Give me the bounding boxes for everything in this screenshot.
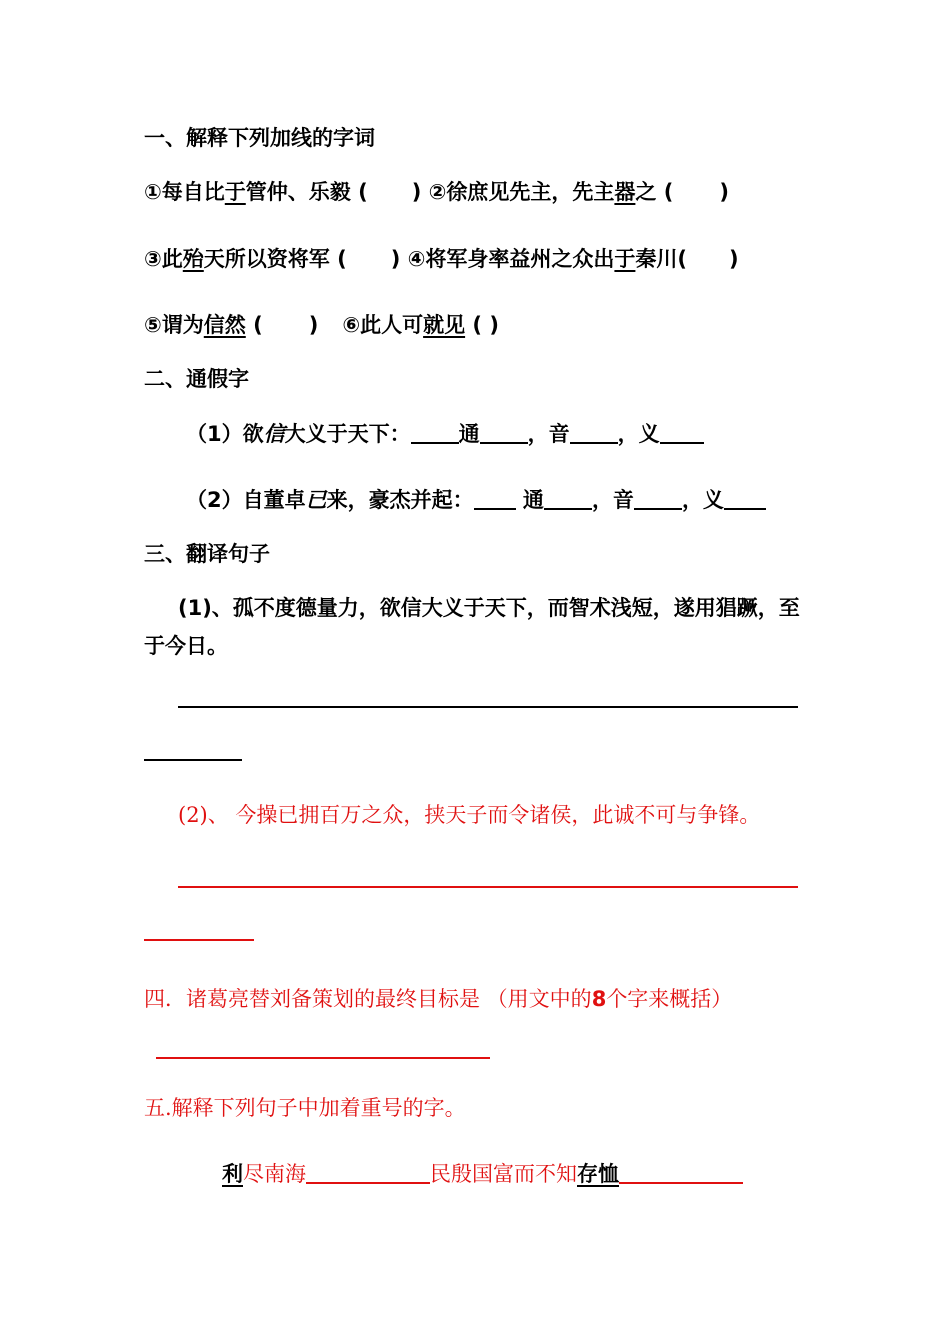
s4-answer-line[interactable]	[156, 1057, 490, 1059]
s2-line-1	[186, 420, 704, 448]
section-1-heading: 一、解释下列加线的字词	[144, 126, 375, 150]
item-2-underlined-word: 器	[614, 180, 636, 204]
s2-l2-blank-3[interactable]	[634, 488, 682, 510]
s2-l2-blank-1[interactable]	[474, 488, 516, 510]
s2-l2-blank-4[interactable]	[724, 488, 766, 510]
item-2-close: )	[719, 180, 729, 204]
s5-b-prefix: 民殷国富而不知	[430, 1162, 577, 1186]
s1-row-2	[144, 245, 739, 273]
s5-b-emphasized: 存恤	[577, 1161, 619, 1186]
s3-q1-line-1: (1)、孤不度德量力，欲信大义于天下，而智术浅短，遂用猖蹶，至	[178, 596, 800, 620]
s3-q2-answer-line-cont[interactable]	[144, 939, 254, 941]
s2-l1-blank-4[interactable]	[660, 422, 704, 444]
item-3-text-pre: 此	[161, 247, 183, 271]
item-2-text-pre: 徐庶见先主，先主	[446, 180, 615, 204]
s3-q2-answer-line[interactable]	[178, 886, 798, 888]
item-5-underlined-word: 信然	[203, 313, 246, 337]
item-3-number: ③	[144, 247, 162, 271]
item-1-close: )	[411, 180, 422, 204]
s2-l1-blank-3[interactable]	[570, 422, 618, 444]
item-4-text-pre: 将军身率益州之众出	[425, 247, 615, 271]
section-4-question	[144, 985, 732, 1013]
item-4-number: ④	[407, 247, 426, 271]
s3-q1-answer-line-cont[interactable]	[144, 759, 242, 761]
s2-line-2	[186, 486, 766, 514]
s2-l1-blank-1[interactable]	[411, 422, 459, 444]
s1-row-3	[144, 311, 499, 339]
s1-row-1	[144, 178, 729, 206]
item-2-text-post: 之 (	[635, 180, 674, 204]
s5-a-emphasized: 利	[222, 1161, 243, 1186]
item-4-close: )	[729, 247, 739, 271]
s2-l2-blank-2[interactable]	[544, 488, 592, 510]
s3-q1-line-2: 于今日。	[144, 634, 228, 658]
item-5-number: ⑤	[144, 313, 162, 337]
item-5-text-post: (	[245, 313, 263, 337]
item-5-text-pre: 谓为	[161, 313, 204, 337]
s5-a-rest: 尽南海	[243, 1162, 306, 1186]
s2-l2-yi: ，义	[681, 488, 724, 512]
section-2-heading: 二、通假字	[144, 367, 249, 391]
s2-l2-italic-char: 已	[305, 488, 327, 512]
s2-l1-yin: ，音	[527, 422, 570, 446]
s2-l1-suffix: 大义于天下：	[284, 422, 411, 446]
item-2-number: ②	[428, 180, 447, 204]
item-6-underlined-word: 就见	[423, 313, 466, 337]
s4-tail: 个字来概括）	[606, 987, 733, 1011]
section-3-heading: 三、翻译句子	[144, 542, 270, 566]
s2-l1-blank-2[interactable]	[480, 422, 528, 444]
s2-l2-yin: ，音	[591, 488, 634, 512]
s2-l2-prefix: （2）自董卓	[186, 488, 306, 512]
s5-b-blank[interactable]	[619, 1162, 743, 1184]
item-6-text-post: ( )	[465, 313, 499, 337]
s5-a-blank[interactable]	[306, 1162, 430, 1184]
s3-q2: (2)、 今操已拥百万之众，挟天子而令诸侯，此诚不可与争锋。	[178, 803, 761, 827]
item-1-number: ①	[144, 180, 162, 204]
section-5-heading: 五.解释下列句子中加着重号的字。	[144, 1096, 466, 1120]
s3-q1-answer-line[interactable]	[178, 706, 798, 708]
s2-l2-suffix: 来，豪杰并起：	[326, 488, 474, 512]
item-1-underlined-word: 于	[224, 180, 246, 204]
item-4-underlined-word: 于	[614, 247, 636, 271]
item-1-text-post: 管仲、乐毅 (	[245, 180, 368, 204]
item-3-close: )	[390, 247, 401, 271]
item-3-underlined-word: 殆	[182, 247, 204, 271]
s4-number: 8	[591, 987, 607, 1011]
item-3-text-post: 天所以资将军 (	[203, 247, 347, 271]
s4-heading: 四．诸葛亮替刘备策划的最终目标是 （用文中的	[144, 987, 592, 1011]
item-6-text-pre: 此人可	[360, 313, 424, 337]
item-6-number: ⑥	[342, 313, 361, 337]
item-1-text-pre: 每自比	[161, 180, 225, 204]
item-5-close: )	[308, 313, 319, 337]
s2-l1-prefix: （1）欲	[186, 422, 264, 446]
s5-items	[222, 1160, 743, 1188]
s2-l1-tong: 通	[458, 422, 480, 446]
s2-l2-tong: 通	[515, 488, 544, 512]
s2-l1-yi: ，义	[617, 422, 660, 446]
s2-l1-italic-char: 信	[263, 422, 285, 446]
item-4-text-post: 秦川(	[635, 247, 688, 271]
